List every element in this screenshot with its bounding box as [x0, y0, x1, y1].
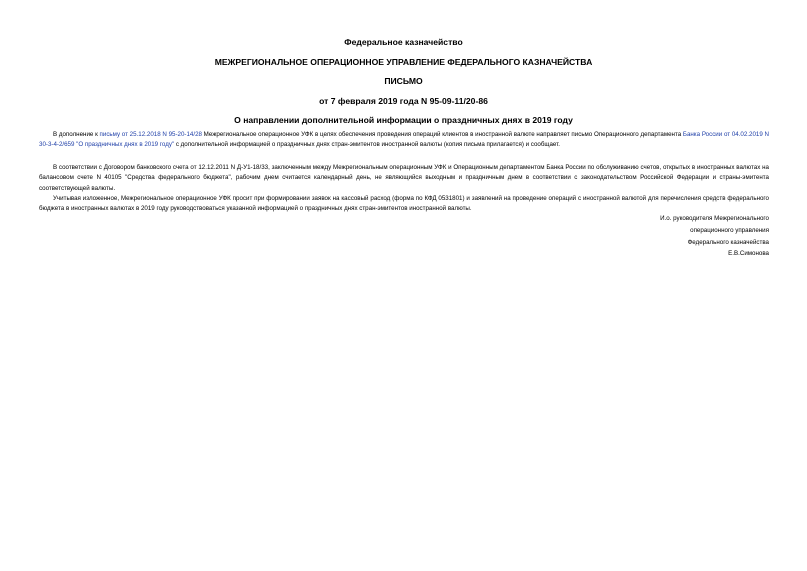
document-subject: О направлении дополнительной информации о праздничных днях в 2019 году: [234, 115, 573, 125]
document-number-date: от 7 февраля 2019 года N 95-09-11/20-86: [319, 96, 488, 106]
paragraph-3: [39, 194, 769, 215]
signatory-name: Е.В.Симонова: [728, 250, 769, 257]
paragraph-2: [39, 163, 769, 194]
paragraph-1-text-a: В дополнение к: [53, 131, 100, 138]
signatory-position-line-1: И.о. руководителя Межрегионального: [660, 215, 769, 222]
prior-letter-link[interactable]: письму от 25.12.2018 N 95-20-14/28: [99, 131, 202, 138]
paragraph-1-text-c: с дополнительной информацией о праздничных днях стран-эмитентов иностранной валюты (копия письма прилагается) и сообщает.: [174, 141, 561, 149]
department-title: МЕЖРЕГИОНАЛЬНОЕ ОПЕРАЦИОННОЕ УПРАВЛЕНИЕ ФЕДЕРАЛЬНОГО КАЗНАЧЕЙСТВА: [214, 57, 593, 67]
paragraph-1-text-b: Межрегиональное операционное УФК в целях обеспечения проведения операций клиентов в иностранной валюте направляет письмо Операционного департамента: [201, 131, 683, 138]
bank-of-russia-letter-link[interactable]: Банка России от 04.02.2019 N 30-3-4-2/659 "О праздничных днях в 2019 году": [39, 131, 769, 149]
paragraph-3-text: Учитывая изложенное, Межрегиональное операционное УФК просит при формировании заявок на кассовый расход (форма по КФД 0531801) и заявлений на проведение операций с иностранной валютой для перечисления средств федерального бюджета в иностранных валютах в 2019 году руководствоваться указанной информацией о праздничных днях стран-эмитентов иностранной валюты.: [39, 195, 769, 213]
issuing-agency: Федеральное казначейство: [344, 37, 463, 47]
signatory-position-line-3: Федерального казначейства: [687, 239, 769, 246]
paragraph-1: [39, 130, 769, 151]
signatory-position-line-2: операционного управления: [690, 227, 769, 234]
document-type: ПИСЬМО: [384, 76, 423, 86]
paragraph-2-text: В соответствии с Договором банковского счета от 12.12.2011 N Д-У1-18/33, заключенным между Межрегиональным операционным УФК и Операционным департаментом Банка России по обслуживанию счетов, открытых в иностранных валютах на балансовом счете N 40105 "Средства федерального бюджета", рабочим днем считается календарный день, не являющийся выходным и праздничным днем в соответствии с законодательством Российской Федерации и страны-эмитента соответствующей валюты.: [39, 164, 769, 192]
